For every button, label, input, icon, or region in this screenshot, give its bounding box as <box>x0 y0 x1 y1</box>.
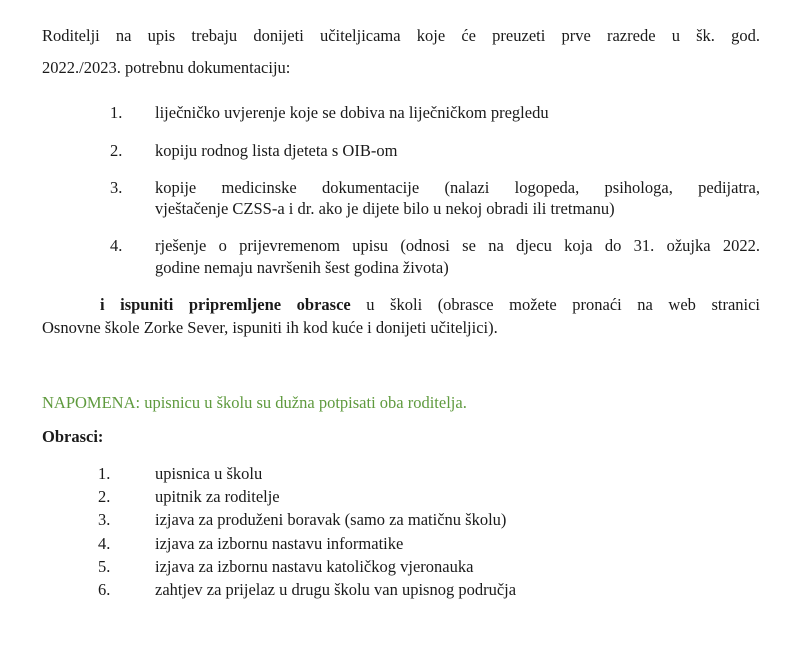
form-number: 4. <box>98 534 111 553</box>
intro-line-1: Roditelji na upis trebaju donijeti učiteljicama koje će preuzeti prve razrede u šk. god. <box>42 26 760 45</box>
doc-number: 3. <box>110 178 123 197</box>
doc-number: 1. <box>110 103 123 122</box>
form-number: 5. <box>98 557 111 576</box>
form-number: 6. <box>98 580 111 599</box>
form-item: izjava za izbornu nastavu informatike <box>155 534 404 553</box>
form-number: 3. <box>98 510 111 529</box>
doc-item-text: rješenje o prijevremenom upisu (odnosi se na djecu koja do 31. ožujka 2022. <box>155 236 760 255</box>
form-number: 2. <box>98 487 111 506</box>
forms-paragraph-line-2: Osnovne škole Zorke Sever, ispuniti ih kod kuće i donijeti učiteljici). <box>42 318 498 337</box>
doc-item-text: kopije medicinske dokumentacije (nalazi logopeda, psihologa, pedijatra, <box>155 178 760 197</box>
doc-item-text: kopiju rodnog lista djeteta s OIB-om <box>155 141 398 160</box>
form-item: upitnik za roditelje <box>155 487 280 506</box>
form-number: 1. <box>98 464 111 483</box>
doc-item-text: liječničko uvjerenje koje se dobiva na liječničkom pregledu <box>155 103 549 122</box>
forms-paragraph-bold: i ispuniti pripremljene obrasce <box>100 295 351 314</box>
doc-number: 4. <box>110 236 123 255</box>
doc-number: 2. <box>110 141 123 160</box>
forms-paragraph-line-1 <box>100 295 760 315</box>
doc-item-text-cont: vještačenje CZSS-a i dr. ako je dijete bilo u nekoj obradi ili tretmanu) <box>155 199 615 218</box>
intro-line-2: 2022./2023. potrebnu dokumentaciju: <box>42 58 291 77</box>
form-item: izjava za izbornu nastavu katoličkog vjeronauka <box>155 557 474 576</box>
note: NAPOMENA: upisnicu u školu su dužna potpisati oba roditelja. <box>42 393 467 412</box>
forms-paragraph-rest: u školi (obrasce možete pronaći na web stranici <box>350 295 761 314</box>
form-item: zahtjev za prijelaz u drugu školu van upisnog područja <box>155 580 517 599</box>
forms-heading: Obrasci: <box>42 427 104 446</box>
doc-item-text-cont: godine nemaju navršenih šest godina života) <box>155 258 449 277</box>
form-item: izjava za produženi boravak (samo za matičnu školu) <box>155 510 507 529</box>
form-item: upisnica u školu <box>155 464 263 483</box>
